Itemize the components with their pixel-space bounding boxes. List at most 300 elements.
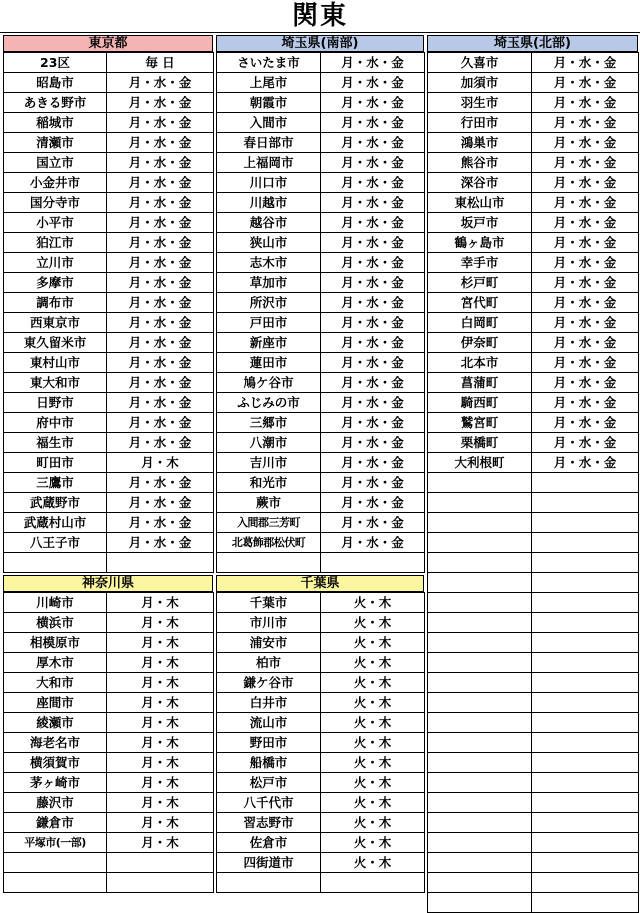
- municipality-cell: [428, 473, 532, 493]
- table-row: [4, 873, 214, 893]
- municipality-cell: 松戸市: [217, 773, 321, 793]
- municipality-cell: 茅ヶ崎市: [4, 773, 107, 793]
- municipality-cell: [428, 853, 532, 873]
- municipality-cell: 稲城市: [4, 113, 107, 133]
- schedule-days-cell: [532, 693, 639, 713]
- table-row: [217, 533, 425, 553]
- schedule-days-cell: 月・木: [107, 733, 214, 753]
- table-row: [428, 553, 639, 573]
- municipality-cell: 川崎市: [4, 593, 107, 613]
- schedule-days-cell: 月・水・金: [107, 333, 214, 353]
- section-kanagawa: [3, 575, 213, 893]
- table-row: [428, 393, 639, 413]
- schedule-days-cell: 月・水・金: [321, 233, 425, 253]
- schedule-days-cell: [532, 533, 639, 553]
- schedule-days-cell: 火・木: [321, 753, 425, 773]
- municipality-cell: 小金井市: [4, 173, 107, 193]
- table-row: [4, 293, 214, 313]
- table-row: [217, 233, 425, 253]
- municipality-cell: 朝霞市: [217, 93, 321, 113]
- municipality-cell: 東久留米市: [4, 333, 107, 353]
- schedule-days-cell: 月・水・金: [321, 533, 425, 553]
- table-row: [428, 573, 639, 593]
- schedule-days-cell: 火・木: [321, 733, 425, 753]
- schedule-days-cell: 月・水・金: [107, 253, 214, 273]
- schedule-days-cell: 月・水・金: [321, 93, 425, 113]
- table-row: [217, 153, 425, 173]
- schedule-days-cell: 月・水・金: [532, 53, 639, 73]
- municipality-cell: [428, 633, 532, 653]
- schedule-days-cell: 月・木: [107, 793, 214, 813]
- table-row: [428, 493, 639, 513]
- municipality-cell: 鎌倉市: [4, 813, 107, 833]
- schedule-days-cell: [532, 513, 639, 533]
- municipality-cell: 上尾市: [217, 73, 321, 93]
- municipality-cell: [428, 493, 532, 513]
- table-row: [217, 813, 425, 833]
- municipality-cell: 横須賀市: [4, 753, 107, 773]
- table-row: [4, 473, 214, 493]
- municipality-cell: 東村山市: [4, 353, 107, 373]
- municipality-cell: 小平市: [4, 213, 107, 233]
- municipality-cell: 日野市: [4, 393, 107, 413]
- municipality-cell: [217, 873, 321, 893]
- schedule-days-cell: 月・水・金: [107, 113, 214, 133]
- schedule-days-cell: 月・水・金: [532, 73, 639, 93]
- municipality-cell: 八千代市: [217, 793, 321, 813]
- table-row: [217, 373, 425, 393]
- table-row: [428, 753, 639, 773]
- table-row: [4, 533, 214, 553]
- schedule-days-cell: 月・水・金: [107, 293, 214, 313]
- table-row: [428, 73, 639, 93]
- municipality-cell: 大利根町: [428, 453, 532, 473]
- schedule-days-cell: 月・水・金: [532, 293, 639, 313]
- schedule-days-cell: 月・水・金: [321, 53, 425, 73]
- table-row: [428, 93, 639, 113]
- municipality-cell: 蕨市: [217, 493, 321, 513]
- schedule-days-cell: 月・水・金: [321, 113, 425, 133]
- municipality-cell: [428, 533, 532, 553]
- schedule-days-cell: 月・木: [107, 713, 214, 733]
- schedule-days-cell: 月・水・金: [532, 393, 639, 413]
- schedule-days-cell: 毎 日: [107, 53, 214, 73]
- schedule-days-cell: 火・木: [321, 653, 425, 673]
- schedule-days-cell: 月・水・金: [321, 273, 425, 293]
- schedule-days-cell: [321, 873, 425, 893]
- table-row: [4, 373, 214, 393]
- municipality-cell: 八王子市: [4, 533, 107, 553]
- municipality-cell: 綾瀬市: [4, 713, 107, 733]
- section-header-saitama-south: 埼玉県(南部): [216, 35, 424, 52]
- schedule-days-cell: 月・水・金: [321, 433, 425, 453]
- schedule-table-saitama-south: [216, 52, 425, 573]
- schedule-days-cell: 月・水・金: [321, 393, 425, 413]
- municipality-cell: [428, 513, 532, 533]
- schedule-days-cell: [532, 873, 639, 893]
- schedule-days-cell: 火・木: [321, 813, 425, 833]
- schedule-days-cell: 月・水・金: [107, 133, 214, 153]
- municipality-cell: 栗橋町: [428, 433, 532, 453]
- schedule-days-cell: [532, 653, 639, 673]
- schedule-days-cell: [532, 573, 639, 593]
- table-row: [217, 253, 425, 273]
- municipality-cell: 入間郡三芳町: [217, 513, 321, 533]
- municipality-cell: 西東京市: [4, 313, 107, 333]
- municipality-cell: 鶴ヶ島市: [428, 233, 532, 253]
- municipality-cell: 清瀬市: [4, 133, 107, 153]
- municipality-cell: 坂戸市: [428, 213, 532, 233]
- table-row: [4, 453, 214, 473]
- municipality-cell: 吉川市: [217, 453, 321, 473]
- municipality-cell: [4, 853, 107, 873]
- table-row: [4, 433, 214, 453]
- municipality-cell: 流山市: [217, 713, 321, 733]
- schedule-days-cell: 月・水・金: [532, 193, 639, 213]
- municipality-cell: 上福岡市: [217, 153, 321, 173]
- schedule-days-cell: 月・水・金: [321, 453, 425, 473]
- municipality-cell: 立川市: [4, 253, 107, 273]
- municipality-cell: 行田市: [428, 113, 532, 133]
- municipality-cell: 白井市: [217, 693, 321, 713]
- table-row: [428, 433, 639, 453]
- schedule-days-cell: 月・水・金: [321, 513, 425, 533]
- schedule-days-cell: 月・水・金: [107, 93, 214, 113]
- table-row: [428, 133, 639, 153]
- section-tokyo: [3, 35, 213, 573]
- table-row: [428, 213, 639, 233]
- table-row: [4, 693, 214, 713]
- schedule-days-cell: 月・水・金: [321, 493, 425, 513]
- table-row: [4, 753, 214, 773]
- table-row: [217, 593, 425, 613]
- schedule-days-cell: 火・木: [321, 793, 425, 813]
- table-row: [217, 213, 425, 233]
- table-row: [4, 833, 214, 853]
- schedule-days-cell: 月・水・金: [107, 513, 214, 533]
- table-row: [428, 873, 639, 893]
- municipality-cell: 久喜市: [428, 53, 532, 73]
- schedule-days-cell: [107, 553, 214, 573]
- municipality-cell: 鳩ケ谷市: [217, 373, 321, 393]
- municipality-cell: 東大和市: [4, 373, 107, 393]
- schedule-days-cell: 火・木: [321, 673, 425, 693]
- table-row: [4, 233, 214, 253]
- municipality-cell: 鷲宮町: [428, 413, 532, 433]
- municipality-cell: 加須市: [428, 73, 532, 93]
- schedule-days-cell: 月・水・金: [532, 153, 639, 173]
- table-row: [217, 793, 425, 813]
- municipality-cell: [428, 733, 532, 753]
- schedule-days-cell: 月・水・金: [107, 313, 214, 333]
- municipality-cell: 海老名市: [4, 733, 107, 753]
- section-chiba: [216, 575, 424, 893]
- table-row: [428, 173, 639, 193]
- municipality-cell: 23区: [4, 53, 107, 73]
- schedule-days-cell: 月・水・金: [532, 113, 639, 133]
- schedule-days-cell: 月・水・金: [321, 153, 425, 173]
- schedule-days-cell: 火・木: [321, 853, 425, 873]
- table-row: [217, 633, 425, 653]
- table-row: [4, 193, 214, 213]
- municipality-cell: 船橋市: [217, 753, 321, 773]
- municipality-cell: [428, 693, 532, 713]
- municipality-cell: 三鷹市: [4, 473, 107, 493]
- table-row: [217, 353, 425, 373]
- schedule-days-cell: 月・木: [107, 813, 214, 833]
- municipality-cell: [428, 553, 532, 573]
- schedule-days-cell: [532, 753, 639, 773]
- municipality-cell: 川越市: [217, 193, 321, 213]
- table-row: [217, 653, 425, 673]
- municipality-cell: [428, 873, 532, 893]
- schedule-days-cell: 月・水・金: [532, 313, 639, 333]
- municipality-cell: 習志野市: [217, 813, 321, 833]
- municipality-cell: 狛江市: [4, 233, 107, 253]
- table-row: [217, 713, 425, 733]
- schedule-days-cell: [532, 493, 639, 513]
- table-row: [4, 213, 214, 233]
- title-divider: [0, 32, 640, 33]
- table-row: [428, 693, 639, 713]
- municipality-cell: 深谷市: [428, 173, 532, 193]
- municipality-cell: 平塚市(一部): [4, 833, 107, 853]
- table-row: [428, 593, 639, 613]
- schedule-days-cell: 月・水・金: [321, 133, 425, 153]
- schedule-days-cell: 月・水・金: [532, 213, 639, 233]
- table-row: [428, 513, 639, 533]
- schedule-days-cell: 月・水・金: [321, 313, 425, 333]
- schedule-days-cell: 月・水・金: [107, 73, 214, 93]
- schedule-days-cell: [532, 553, 639, 573]
- section-header-saitama-north: 埼玉県(北部): [427, 35, 638, 52]
- municipality-cell: 武蔵村山市: [4, 513, 107, 533]
- schedule-days-cell: 月・木: [107, 593, 214, 613]
- section-saitama-north: [427, 35, 638, 913]
- table-row: [428, 453, 639, 473]
- municipality-cell: 四街道市: [217, 853, 321, 873]
- schedule-days-cell: 月・水・金: [532, 453, 639, 473]
- municipality-cell: 白岡町: [428, 313, 532, 333]
- municipality-cell: 北葛飾郡松伏町: [217, 533, 321, 553]
- municipality-cell: 三郷市: [217, 413, 321, 433]
- table-row: [428, 653, 639, 673]
- schedule-days-cell: 火・木: [321, 773, 425, 793]
- table-row: [428, 773, 639, 793]
- table-row: [428, 193, 639, 213]
- municipality-cell: 鎌ケ谷市: [217, 673, 321, 693]
- table-row: [428, 813, 639, 833]
- schedule-days-cell: 月・水・金: [107, 193, 214, 213]
- schedule-days-cell: [532, 793, 639, 813]
- table-row: [217, 333, 425, 353]
- schedule-days-cell: 月・水・金: [107, 173, 214, 193]
- schedule-days-cell: 月・木: [107, 453, 214, 473]
- schedule-days-cell: 月・水・金: [107, 533, 214, 553]
- table-row: [4, 393, 214, 413]
- schedule-days-cell: 月・水・金: [321, 353, 425, 373]
- table-row: [4, 413, 214, 433]
- table-row: [217, 73, 425, 93]
- schedule-days-cell: 月・水・金: [321, 333, 425, 353]
- municipality-cell: 厚木市: [4, 653, 107, 673]
- municipality-cell: 羽生市: [428, 93, 532, 113]
- municipality-cell: 草加市: [217, 273, 321, 293]
- table-row: [428, 633, 639, 653]
- municipality-cell: 多摩市: [4, 273, 107, 293]
- municipality-cell: 国立市: [4, 153, 107, 173]
- schedule-days-cell: 月・水・金: [532, 173, 639, 193]
- municipality-cell: [428, 713, 532, 733]
- municipality-cell: [428, 753, 532, 773]
- schedule-days-cell: [532, 833, 639, 853]
- schedule-days-cell: [532, 613, 639, 633]
- table-row: [428, 853, 639, 873]
- municipality-cell: 浦安市: [217, 633, 321, 653]
- municipality-cell: 戸田市: [217, 313, 321, 333]
- table-row: [4, 733, 214, 753]
- table-row: [4, 273, 214, 293]
- table-row: [4, 853, 214, 873]
- municipality-cell: 鴻巣市: [428, 133, 532, 153]
- table-row: [428, 153, 639, 173]
- municipality-cell: [428, 653, 532, 673]
- table-row: [4, 793, 214, 813]
- table-row: [4, 313, 214, 333]
- schedule-days-cell: 火・木: [321, 833, 425, 853]
- municipality-cell: 福生市: [4, 433, 107, 453]
- municipality-cell: 佐倉市: [217, 833, 321, 853]
- municipality-cell: 相模原市: [4, 633, 107, 653]
- schedule-days-cell: 火・木: [321, 633, 425, 653]
- table-row: [4, 113, 214, 133]
- table-row: [428, 533, 639, 553]
- table-row: [428, 233, 639, 253]
- municipality-cell: [428, 833, 532, 853]
- schedule-days-cell: 月・水・金: [321, 213, 425, 233]
- schedule-days-cell: 火・木: [321, 593, 425, 613]
- table-row: [428, 473, 639, 493]
- schedule-days-cell: 月・水・金: [107, 413, 214, 433]
- schedule-days-cell: [321, 553, 425, 573]
- table-row: [428, 613, 639, 633]
- municipality-cell: 蓮田市: [217, 353, 321, 373]
- table-row: [217, 413, 425, 433]
- municipality-cell: [428, 593, 532, 613]
- municipality-cell: 柏市: [217, 653, 321, 673]
- schedule-days-cell: [532, 633, 639, 653]
- municipality-cell: [428, 793, 532, 813]
- municipality-cell: 千葉市: [217, 593, 321, 613]
- table-row: [217, 393, 425, 413]
- schedule-days-cell: 月・木: [107, 773, 214, 793]
- schedule-days-cell: 月・水・金: [532, 93, 639, 113]
- schedule-days-cell: 月・水・金: [532, 273, 639, 293]
- table-row: [4, 153, 214, 173]
- municipality-cell: [428, 573, 532, 593]
- table-row: [4, 773, 214, 793]
- municipality-cell: 所沢市: [217, 293, 321, 313]
- table-row: [428, 893, 639, 913]
- table-row: [4, 173, 214, 193]
- section-header-tokyo: 東京都: [3, 35, 213, 52]
- municipality-cell: 宮代町: [428, 293, 532, 313]
- table-row: [217, 753, 425, 773]
- table-row: [217, 773, 425, 793]
- municipality-cell: 昭島市: [4, 73, 107, 93]
- schedule-days-cell: 月・木: [107, 633, 214, 653]
- schedule-days-cell: 月・水・金: [321, 193, 425, 213]
- schedule-days-cell: 月・水・金: [107, 353, 214, 373]
- municipality-cell: [4, 873, 107, 893]
- table-row: [217, 433, 425, 453]
- table-row: [217, 553, 425, 573]
- table-row: [428, 53, 639, 73]
- table-row: [217, 453, 425, 473]
- schedule-days-cell: 火・木: [321, 713, 425, 733]
- municipality-cell: 藤沢市: [4, 793, 107, 813]
- table-row: [4, 253, 214, 273]
- table-row: [4, 493, 214, 513]
- table-row: [217, 853, 425, 873]
- municipality-cell: 越谷市: [217, 213, 321, 233]
- municipality-cell: 野田市: [217, 733, 321, 753]
- schedule-table-kanagawa: [3, 592, 214, 893]
- schedule-days-cell: 月・水・金: [321, 73, 425, 93]
- section-header-kanagawa: 神奈川県: [3, 575, 213, 592]
- schedule-days-cell: [532, 733, 639, 753]
- municipality-cell: 川口市: [217, 173, 321, 193]
- municipality-cell: 杉戸町: [428, 273, 532, 293]
- schedule-days-cell: [532, 893, 639, 913]
- municipality-cell: 大和市: [4, 673, 107, 693]
- schedule-days-cell: 月・水・金: [107, 153, 214, 173]
- schedule-days-cell: 月・水・金: [107, 373, 214, 393]
- municipality-cell: 和光市: [217, 473, 321, 493]
- municipality-cell: 入間市: [217, 113, 321, 133]
- table-row: [217, 693, 425, 713]
- table-row: [217, 513, 425, 533]
- municipality-cell: 座間市: [4, 693, 107, 713]
- table-row: [4, 553, 214, 573]
- municipality-cell: 志木市: [217, 253, 321, 273]
- page-title: 関東: [291, 1, 348, 31]
- table-row: [217, 733, 425, 753]
- municipality-cell: 市川市: [217, 613, 321, 633]
- table-row: [4, 653, 214, 673]
- schedule-days-cell: 月・水・金: [532, 433, 639, 453]
- table-row: [4, 713, 214, 733]
- municipality-cell: 町田市: [4, 453, 107, 473]
- table-row: [428, 713, 639, 733]
- schedule-days-cell: 月・木: [107, 753, 214, 773]
- municipality-cell: 騎西町: [428, 393, 532, 413]
- table-row: [217, 93, 425, 113]
- municipality-cell: あきる野市: [4, 93, 107, 113]
- schedule-days-cell: 火・木: [321, 693, 425, 713]
- section-header-chiba: 千葉県: [216, 575, 424, 592]
- municipality-cell: [428, 613, 532, 633]
- schedule-table-tokyo: [3, 52, 214, 573]
- municipality-cell: 菖蒲町: [428, 373, 532, 393]
- schedule-days-cell: 月・水・金: [107, 233, 214, 253]
- table-row: [428, 113, 639, 133]
- schedule-days-cell: 月・水・金: [532, 413, 639, 433]
- schedule-days-cell: 月・水・金: [107, 473, 214, 493]
- schedule-days-cell: [532, 713, 639, 733]
- schedule-days-cell: 月・水・金: [532, 233, 639, 253]
- schedule-days-cell: 月・水・金: [532, 253, 639, 273]
